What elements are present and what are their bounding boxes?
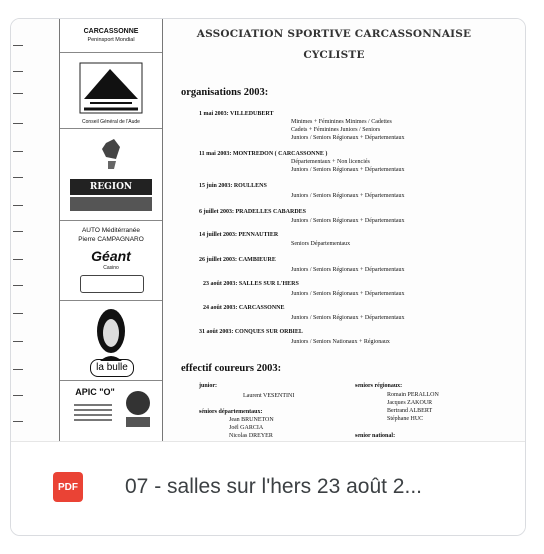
effectif-heading: effectif coureurs 2003: bbox=[181, 363, 282, 374]
regional-label: seniors régionaux: bbox=[355, 383, 403, 389]
apic-text: APIC "O" bbox=[75, 387, 115, 397]
geant-banner bbox=[80, 275, 144, 293]
event-detail: Seniors Départementaux bbox=[291, 241, 351, 247]
sponsor-column bbox=[59, 19, 163, 441]
rider-name: Jean BRUNETON bbox=[229, 417, 274, 423]
departmental-label: séniors départementaux: bbox=[199, 409, 263, 415]
rider-name: Nicolas DREYER bbox=[229, 433, 273, 439]
event-date-place: 23 août 2003: SALLES SUR L'HERS bbox=[203, 281, 299, 287]
event-date-place: 6 juillet 2003: PRADELLES CABARDES bbox=[199, 209, 307, 215]
event-date-place: 14 juillet 2003: PENNAUTIER bbox=[199, 232, 279, 238]
event-detail: Départementaux + Non licenciés bbox=[291, 159, 370, 165]
document-subtitle: CYCLISTE bbox=[303, 49, 365, 61]
event-detail: Juniors / Seniors Régionaux + Départementaux bbox=[291, 135, 405, 141]
event-date-place: 11 mai 2003: MONTREDON ( CARCASSONNE ) bbox=[199, 151, 328, 157]
carcassonne-logo bbox=[60, 19, 162, 53]
geant-subtext: Casino bbox=[103, 265, 119, 271]
event-detail: Juniors / Seniors Régionaux + Départementaux bbox=[291, 218, 405, 224]
document-text bbox=[169, 19, 519, 441]
auto-geant-logos bbox=[60, 221, 162, 301]
conseil-general-text: Conseil Général de l'Aude bbox=[82, 119, 140, 125]
region-text: REGION bbox=[70, 179, 152, 195]
auto-subtext: Pierre CAMPAGNARO bbox=[78, 236, 144, 243]
event-date-place: 15 juin 2003: ROULLENS bbox=[199, 183, 267, 189]
region-logo bbox=[60, 129, 162, 221]
rider-name: Joël GARCIA bbox=[229, 425, 264, 431]
event-date-place: 1 mai 2003: VILLEDUBERT bbox=[199, 111, 274, 117]
organisations-heading: organisations 2003: bbox=[181, 87, 269, 98]
rider-name: Bertrand ALBERT bbox=[387, 408, 433, 414]
conseil-general-logo bbox=[60, 53, 162, 129]
event-detail: Juniors / Seniors Régionaux + Départementaux bbox=[291, 193, 405, 199]
event-detail: Cadets + Féminines Juniors / Seniors bbox=[291, 127, 381, 133]
region-emblem-icon bbox=[60, 135, 162, 175]
la-bulle-text: la bulle bbox=[90, 359, 134, 377]
pdf-file-icon: PDF bbox=[53, 472, 83, 502]
rider-name: Jacques ZAKOUR bbox=[387, 400, 433, 406]
event-detail: Juniors / Seniors Régionaux + Départementaux bbox=[291, 315, 405, 321]
event-date-place: 31 août 2003: CONQUES SUR ORBIEL bbox=[199, 329, 303, 335]
document-page bbox=[11, 19, 525, 441]
auto-text: AUTO Méditérranée bbox=[81, 227, 141, 234]
apic-emblem-icon bbox=[118, 385, 158, 435]
carcassonne-text: CARCASSONNE bbox=[83, 28, 139, 35]
carcassonne-subtext: Peninsport Mondial bbox=[87, 37, 135, 43]
event-detail: Juniors / Seniors Régionaux + Départementaux bbox=[291, 167, 405, 173]
rider-name: Laurent VESENTINI bbox=[243, 393, 295, 399]
geant-text: Géant bbox=[91, 248, 131, 264]
la-bulle-logo bbox=[60, 301, 162, 381]
file-name[interactable]: 07 - salles sur l'hers 23 août 2... bbox=[125, 475, 422, 498]
apic-logo bbox=[60, 381, 162, 441]
file-card[interactable] bbox=[10, 18, 526, 536]
event-detail: Minimes + Féminines Minimes / Cadettes bbox=[291, 119, 392, 125]
event-detail: Juniors / Seniors Nationaux + Régionaux bbox=[291, 339, 390, 345]
national-label: senior national: bbox=[355, 433, 396, 439]
conseil-general-emblem-icon bbox=[60, 59, 162, 119]
file-thumbnail[interactable] bbox=[11, 19, 525, 441]
region-band bbox=[70, 197, 152, 211]
woman-portrait-icon bbox=[60, 303, 162, 363]
event-date-place: 24 août 2003: CARCASSONNE bbox=[203, 305, 285, 311]
file-info-bar[interactable] bbox=[11, 441, 525, 536]
event-detail: Juniors / Seniors Régionaux + Départementaux bbox=[291, 291, 405, 297]
event-date-place: 26 juillet 2003: CAMBIEURE bbox=[199, 257, 276, 263]
junior-label: junior: bbox=[199, 383, 217, 389]
rider-name: Stéphane HUC bbox=[387, 416, 424, 422]
document-title: ASSOCIATION SPORTIVE CARCASSONNAISE bbox=[196, 28, 472, 40]
apic-address-block bbox=[74, 401, 112, 431]
event-detail: Juniors / Seniors Régionaux + Départementaux bbox=[291, 267, 405, 273]
rider-name: Romain PERALLON bbox=[387, 392, 439, 398]
